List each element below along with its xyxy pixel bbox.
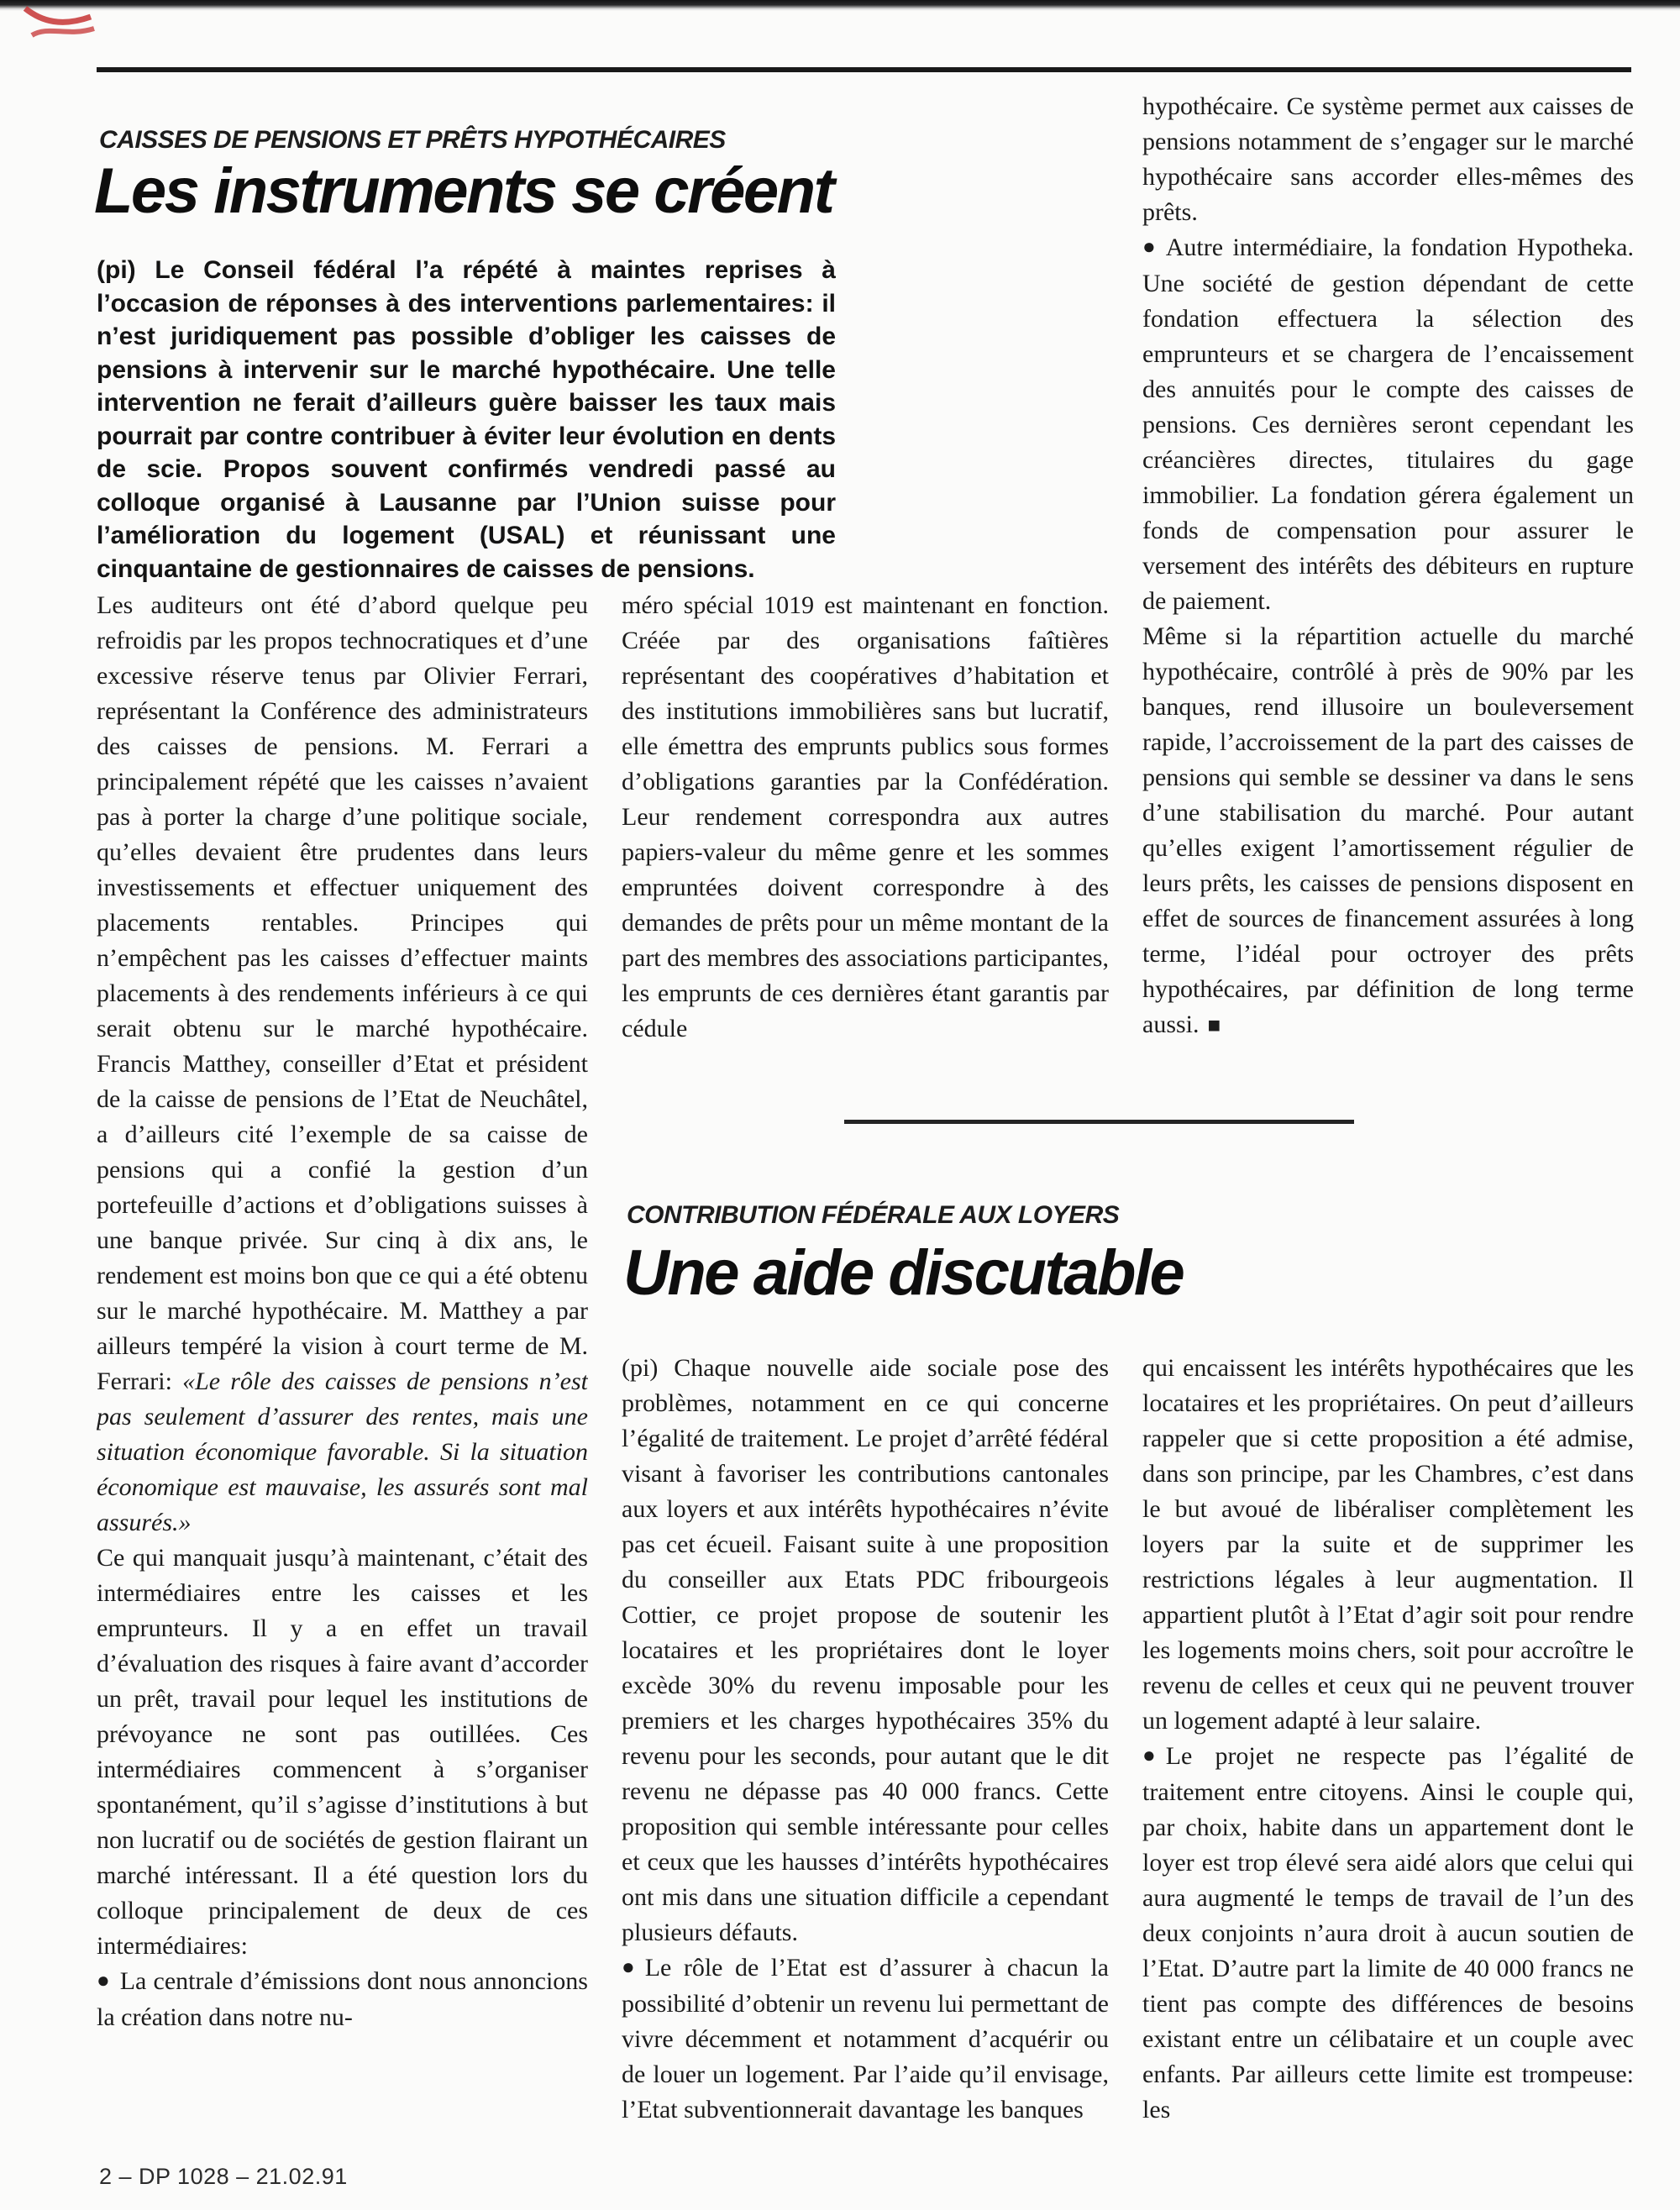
article2-col2-bullet-text: Le projet ne respecte pas l’égalité de traitement entre citoyens. Ainsi le couple qui, par choix, habite dans un appartement dont le loyer est trop élevé sera aidé alors que celui qui aura augmenté le temps de travail de l’un des deux conjoints n’aura droit à aucun soutien de l’Etat. D’autre part la limite de 40 000 francs ne tient pas compte des différences de besoins existant entre un célibataire et un couple avec enfants. Par ailleurs cette limite est trompeuse: les (1142, 1742, 1634, 2123)
article1-col1-bullet-text: La centrale d’émissions dont nous annoncions la création dans notre nu- (97, 1967, 588, 2031)
article1-column-2 (622, 588, 1109, 1058)
end-of-article-icon: ■ (1207, 1013, 1221, 1037)
article1-col1-text: Les auditeurs ont été d’abord quelque peu refroidis par les propos technocratiques et d’une excessive réserve tenus par Olivier Ferrari, représentant la Conférence des administrateurs des caisses de pensions. M. Ferrari a principalement répété que les caisses n’avaient pas à porter la charge d’une politique sociale, qu’elles devaient être prudentes dans leurs investissements et effectuer uniquement des placements rentables. Principes qui n’empêchent pas les caisses d’effectuer maints placements à des rendements inférieurs à ce qui serait obtenu sur le marché hypothécaire. Francis Matthey, conseiller d’Etat et président de la caisse de pensions de l’Etat de Neuchâtel, a d’ailleurs cité l’exemple de sa caisse de pensions qui a confié la gestion d’un portefeuille d’actions et d’obligations suisses à une banque privée. Sur cinq à dix ans, le rendement est moins bon que ce qui a été obtenu sur le marché hypothécaire. M. Matthey a par ailleurs tempéré la vision à court terme de M. Ferrari: (97, 591, 588, 1395)
article2-rule (844, 1120, 1354, 1124)
article2-col2-bullet-item (1142, 1739, 1634, 2128)
article1-column-1 (97, 588, 588, 2127)
article1-col1-quote: «Le rôle des caisses de pensions n’est pas seulement d’assurer des rentes, mais une situation économique favorable. Si la situation économique est mauvaise, les assurés sont mal assurés.» (97, 1367, 588, 1536)
article2-col1-bullet-text: Le rôle de l’Etat est d’assurer à chacun la possibilité d’obtenir un revenu lui permettant de vivre décemment et notamment d’acquérir ou de louer un logement. Par l’aide qu’il envisage, l’Etat subventionnerait davantage les banques (622, 1954, 1109, 2123)
red-pen-mark-icon (13, 0, 106, 52)
article1-col2-paragraph: méro spécial 1019 est maintenant en fonction. Créée par des organisations faîtières représentant des coopératives d’habitation et des institutions immobilières sans but lucratif, elle émettra des emprunts publics sous formes d’obligations garanties par la Confédération. Leur rendement correspondra aux autres papiers-valeur du même genre et les sommes empruntées doivent correspondre à des demandes de prêts pour un même montant de la part des membres des associations participantes, les emprunts de ces dernières étant garantis par cédule (622, 591, 1109, 1042)
article1-headline: Les instruments se créent (94, 155, 833, 227)
article2-column-2 (1142, 1351, 1634, 2178)
bullet-icon: ● (97, 1968, 110, 1992)
article1-col3-paragraph-1: hypothécaire. Ce système permet aux caisses de pensions notamment de s’engager sur le marché hypothécaire sans accorder elles-mêmes des prêts. (1142, 92, 1634, 226)
article1-column-3 (1142, 89, 1634, 1093)
top-rule (97, 67, 1631, 72)
article1-col1-paragraph-2: Ce qui manquait jusqu’à maintenant, c’était des intermédiaires entre les caisses et les emprunteurs. Il y a en effet un travail d’évaluation des risques à faire avant d’accorder un prêt, travail pour lequel les institutions de prévoyance ne sont pas outillées. Ces intermédiaires commencent à s’organiser spontanément, qu’il s’agisse d’institutions à but non lucratif ou de sociétés de gestion flairant un marché intéressant. Il a été question lors du colloque principalement de deux de ces intermédiaires: (97, 1544, 588, 1960)
article1-col3-text: Même si la répartition actuelle du marché hypothécaire, contrôlé à près de 90% par les banques, rend illusoire un bouleversement rapide, l’accroissement de la part des caisses de pensions qui semble se dessiner va dans le sens d’une stabilisation du marché. Pour autant qu’elles exigent l’amortissement régulier de leurs prêts, les caisses de pensions disposent en effet de sources de financement assurées à long terme, l’idéal pour octroyer des prêts hypothécaires, par définition de long terme aussi. (1142, 622, 1634, 1038)
article1-kicker: CAISSES DE PENSIONS ET PRÊTS HYPOTHÉCAIRES (99, 126, 726, 154)
bullet-icon: ● (622, 1955, 635, 1979)
article2-headline: Une aide discutable (623, 1237, 1184, 1309)
article2-col1-bullet-item (622, 1950, 1109, 2128)
page-footer: 2 – DP 1028 – 21.02.91 (99, 2164, 348, 2189)
article2-col1-paragraph-1: (pi) Chaque nouvelle aide sociale pose des problèmes, notamment en ce qui concerne l’égalité de traitement. Le projet d’arrêté fédéral visant à favoriser les contributions cantonales aux loyers et aux intérêts hypothécaires n’évite pas cet écueil. Faisant suite à une proposition du conseiller aux Etats PDC fribourgeois Cottier, ce projet propose de soutenir les locataires et les propriétaires dont le loyer excède 30% du revenu imposable pour les premiers et les charges hypothécaires 35% du revenu pour les seconds, pour autant que le dit revenu ne dépasse pas 40 000 francs. Cette proposition qui semble intéressante pour celles et ceux que les hausses d’intérêts hypothécaires ont mis dans une situation difficile a cependant plusieurs défauts. (622, 1354, 1109, 1946)
article1-lead: (pi) Le Conseil fédéral l’a répété à maintes reprises à l’occasion de réponses à des interventions parlementaires: il n’est juridiquement pas possible d’obliger les caisses de pensions à intervenir sur le marché hypothécaire. Une telle intervention ne ferait d’ailleurs guère baisser les taux mais pourrait par contre contribuer à éviter leur évolution en dents de scie. Propos souvent confirmés vendredi passé au colloque organisé à Lausanne par l’Union suisse pour l’amélioration du logement (USAL) et réunissant une cinquantaine de gestionnaires de caisses de pensions. (97, 256, 836, 583)
article1-col1-paragraph-1 (97, 588, 588, 1541)
scan-edge-artifact (0, 0, 1680, 11)
article1-col3-bullet-text: Autre intermédiaire, la fondation Hypotheka. Une société de gestion dépendant de cette fondation effectuera la sélection des emprunteurs et se chargera de l’encaissement des annuités pour le compte des caisses de pensions. Ces dernières seront cependant les créancières directes, titulaires du gage immobilier. La fondation gérera également un fonds de compensation pour assurer le versement des intérêts des débiteurs en rupture de paiement. (1142, 234, 1634, 615)
article1-col3-bullet-item (1142, 230, 1634, 619)
article1-col3-paragraph-2 (1142, 619, 1634, 1043)
article2-kicker: CONTRIBUTION FÉDÉRALE AUX LOYERS (627, 1201, 1120, 1229)
article2-col2-paragraph-1: qui encaissent les intérêts hypothécaires que les locataires et les propriétaires. On peut d’ailleurs rappeler que si cette proposition a été admise, dans son principe, par les Chambres, c’est dans le but avoué de libéraliser complètement les loyers par la suite et de supprimer les restrictions légales à leur augmentation. Il appartient plutôt à l’Etat d’agir soit pour rendre les logements moins chers, soit pour accroître le revenu de celles et ceux qui ne peuvent trouver un logement adapté à leur salaire. (1142, 1354, 1634, 1735)
article2-column-1 (622, 1351, 1109, 2170)
bullet-icon: ● (1142, 1743, 1156, 1767)
article1-col1-bullet-item (97, 1964, 588, 2035)
bullet-icon: ● (1142, 234, 1156, 259)
